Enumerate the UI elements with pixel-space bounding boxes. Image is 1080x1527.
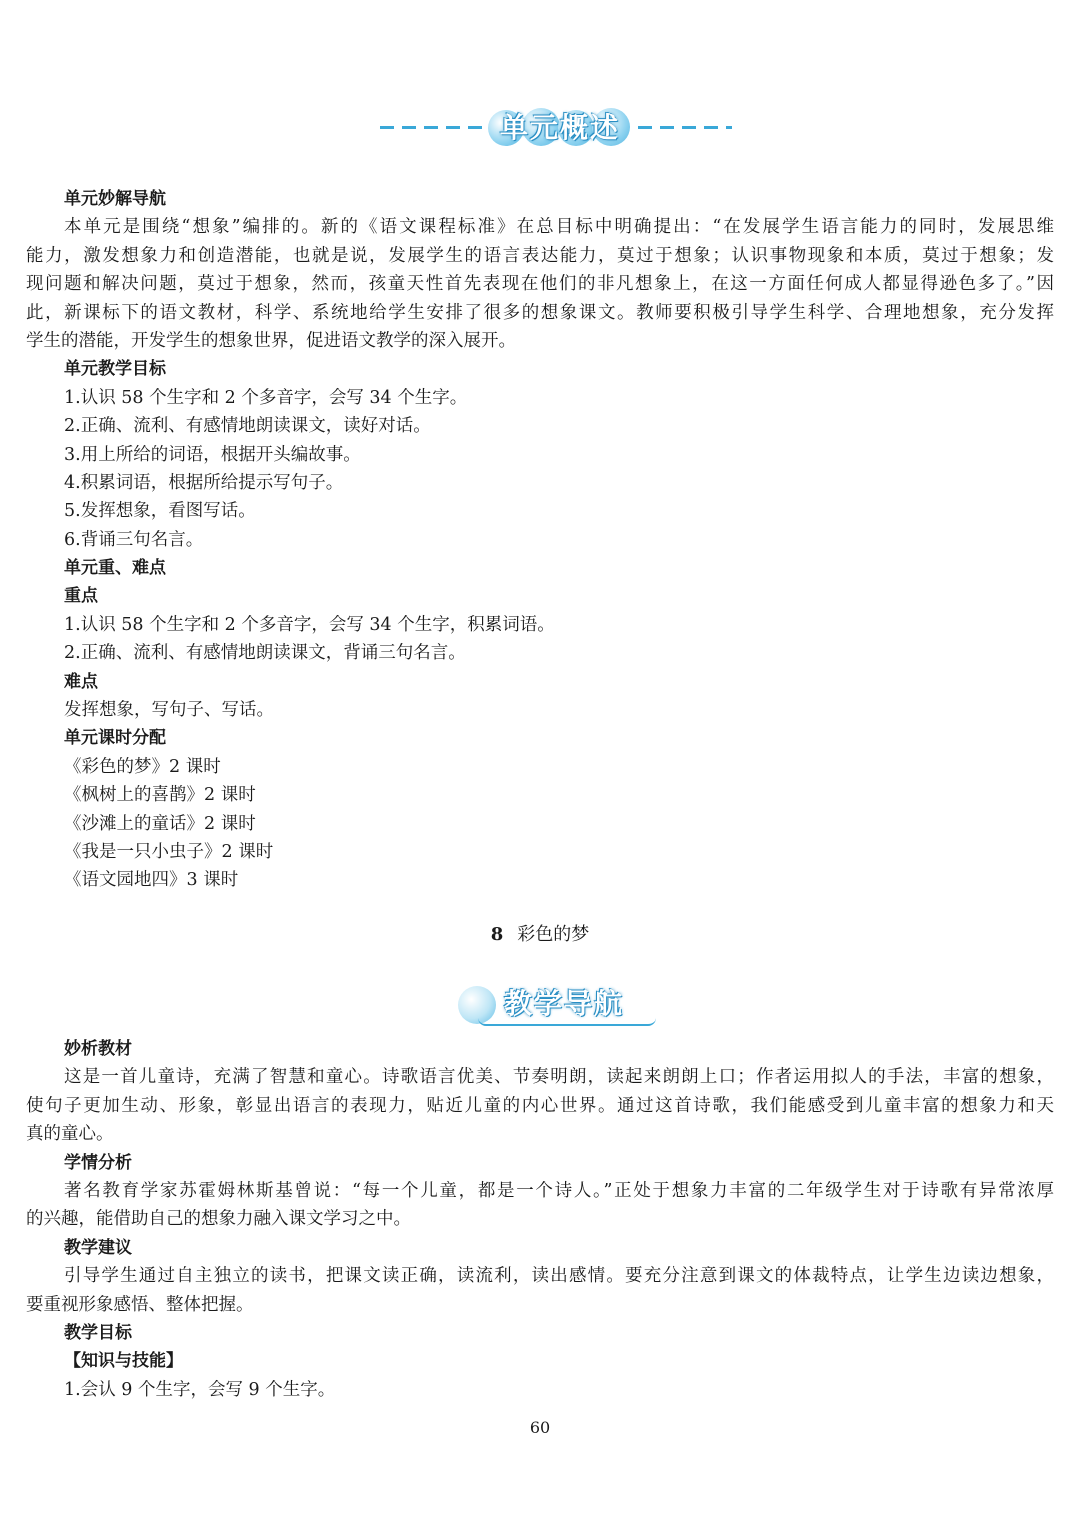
banner-dash (704, 126, 718, 129)
lesson-name: 彩色的梦 (517, 924, 590, 945)
overview-section (26, 185, 1054, 895)
paragraph-line: 本单元是围绕“想象”编排的。新的《语文课程标准》在总目标中明确提出：“在发展学生语言能力的同时，发展思维 (64, 217, 1054, 238)
paragraph-line: 著名教育学家苏霍姆林斯基曾说：“每一个儿童，都是一个诗人。”正处于想象力丰富的二年级学生对于诗歌有异常浓厚 (64, 1180, 1054, 1201)
teaching-guide-banner (458, 980, 658, 1030)
list-item: 《彩色的梦》2 课时 (64, 756, 221, 777)
list-item: 6.背诵三句名言。 (64, 529, 204, 550)
banner-dash (660, 126, 674, 129)
list-item: 《我是一只小虫子》2 课时 (64, 841, 274, 862)
section-heading: 单元妙解导航 (64, 189, 166, 209)
paragraph-line: 能力，激发想象力和创造潜能，也就是说，发展学生的语言表达能力，莫过于想象；认识事物现象和本质，莫过于想象；发 (26, 245, 1054, 266)
section-heading: 单元重、难点 (64, 558, 166, 579)
list-item: 1.认识 58 个生字和 2 个多音字，会写 34 个生字。 (64, 387, 468, 408)
list-item: 2.正确、流利、有感情地朗读课文，读好对话。 (64, 416, 431, 437)
list-item: 发挥想象，写句子、写话。 (64, 700, 274, 721)
paragraph-line: 要重视形象感悟、整体把握。 (26, 1294, 254, 1315)
list-item: 2.正确、流利、有感情地朗读课文，背诵三句名言。 (64, 643, 466, 664)
banner-dash (726, 126, 732, 129)
unit-overview-banner (380, 104, 740, 152)
lesson-number: 8 (490, 924, 504, 945)
paragraph-line: 这是一首儿童诗，充满了智慧和童心。诗歌语言优美、节奏明朗，读起来朗朗上口；作者运用拟人的手法，丰富的想象， (64, 1067, 1054, 1088)
section-heading: 学情分析 (64, 1152, 132, 1173)
list-item: 5.发挥想象，看图写话。 (64, 501, 256, 522)
banner-dash (380, 126, 394, 129)
list-item: 4.积累词语，根据所给提示写句子。 (64, 472, 344, 493)
banner-dash (638, 126, 652, 129)
section-heading: 教学建议 (64, 1237, 132, 1258)
list-item: 1.会认 9 个生字，会写 9 个生字。 (64, 1379, 336, 1400)
page-number: 60 (529, 1418, 551, 1437)
list-item: 3.用上所给的词语，根据开头编故事。 (64, 444, 361, 465)
paragraph-line: 的兴趣，能借助自己的想象力融入课文学习之中。 (26, 1209, 411, 1230)
banner-dash (446, 126, 460, 129)
banner-title: 单元概述 (499, 111, 620, 144)
paragraph-line: 现问题和解决问题，莫过于想象，然而，孩童天性首先表现在他们的非凡想象上，在这一方面任何成人都显得逊色多了。”因 (26, 274, 1054, 295)
paragraph-line: 此，新课标下的语文教材，科学、系统地给学生安排了很多的想象课文。教师要积极引导学生科学、合理地想象，充分发挥 (26, 302, 1054, 323)
section-heading: 妙析教材 (64, 1039, 132, 1059)
sub-heading: 【知识与技能】 (64, 1351, 183, 1372)
paragraph-line: 引导学生通过自主独立的读书，把课文读正确，读流利，读出感情。要充分注意到课文的体裁特点，让学生边读边想象， (64, 1266, 1054, 1287)
banner-dash (402, 126, 416, 129)
paragraph-line: 学生的潜能，开发学生的想象世界，促进语文教学的深入展开。 (26, 330, 516, 351)
banner-title: 教学导航 (504, 987, 625, 1020)
banner-dash (682, 126, 696, 129)
list-item: 1.认识 58 个生字和 2 个多音字，会写 34 个生字，积累词语。 (64, 614, 555, 635)
section-heading: 单元课时分配 (64, 728, 166, 749)
lesson-title (0, 920, 1080, 946)
section-heading: 教学目标 (64, 1322, 132, 1343)
section-heading: 单元教学目标 (64, 359, 166, 380)
lesson-section (26, 1035, 1054, 1404)
banner-dash (424, 126, 438, 129)
list-item: 《沙滩上的童话》2 课时 (64, 813, 256, 834)
list-item: 《枫树上的喜鹊》2 课时 (64, 785, 256, 806)
paragraph-line: 使句子更加生动、形象，彰显出语言的表现力，贴近儿童的内心世界。通过这首诗歌，我们能感受到儿童丰富的想象力和天 (26, 1095, 1054, 1116)
paragraph-line: 真的童心。 (26, 1124, 114, 1145)
sub-heading: 重点 (64, 586, 98, 607)
banner-dash (468, 126, 482, 129)
list-item: 《语文园地四》3 课时 (64, 870, 239, 891)
sub-heading: 难点 (64, 671, 98, 692)
